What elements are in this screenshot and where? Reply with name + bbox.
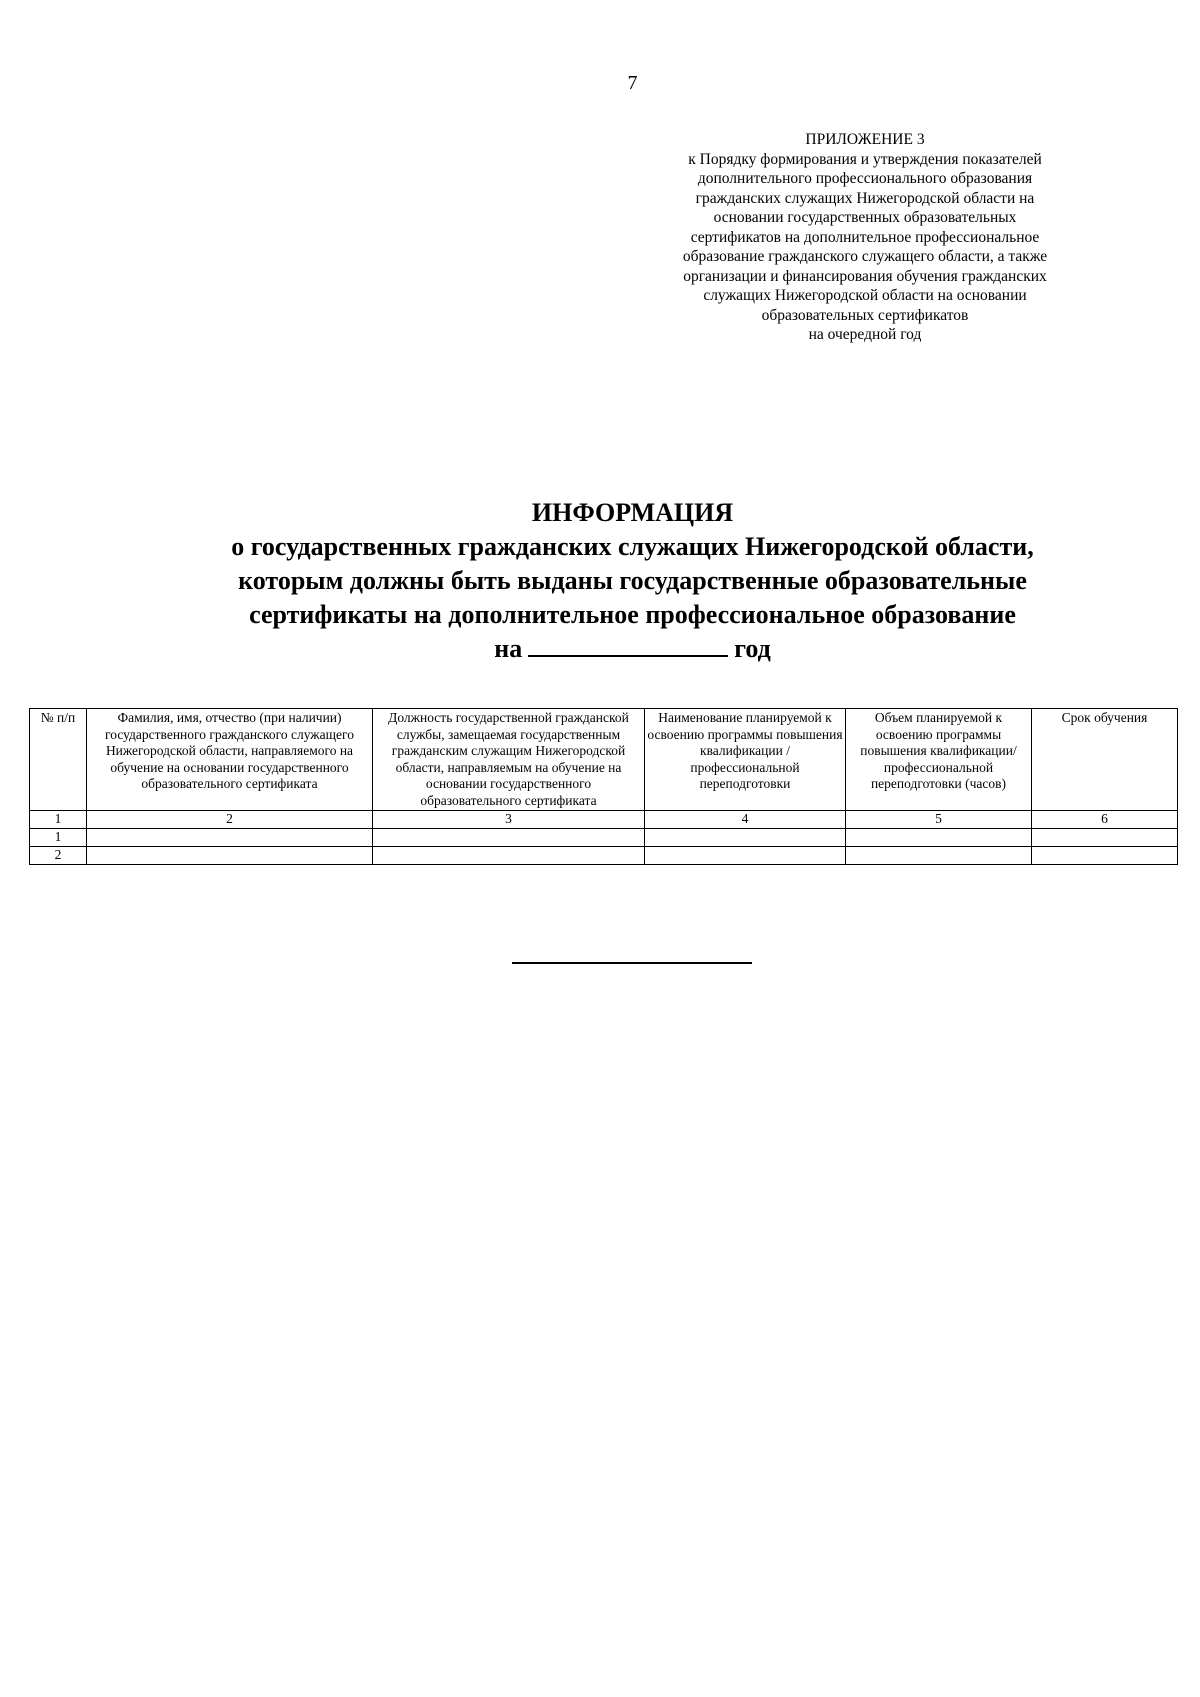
row-number: 1 <box>30 829 87 847</box>
appendix-line: служащих Нижегородской области на основании <box>703 287 1027 304</box>
title-line: о государственных гражданских служащих Нижегородской области, <box>231 532 1034 561</box>
year-suffix: год <box>734 634 771 663</box>
page-number: 7 <box>627 72 638 94</box>
table-cell <box>87 847 373 865</box>
table-cell <box>645 829 846 847</box>
appendix-line: на очередной год <box>808 326 922 343</box>
table-cell <box>87 829 373 847</box>
column-header-program-name: Наименование планируемой к освоению программы повышения квалификации / профессиональной переподготовки <box>645 709 846 811</box>
year-prefix: на <box>494 634 523 663</box>
row-number: 2 <box>30 847 87 865</box>
appendix-line: образовательных сертификатов <box>761 306 969 324</box>
column-number: 6 <box>1032 811 1178 829</box>
appendix-line: дополнительного профессионального образования <box>697 170 1033 187</box>
appendix-line: организации и финансирования обучения гражданских <box>683 267 1047 285</box>
appendix-line: образование гражданского служащего области, а также <box>682 248 1048 265</box>
document-title <box>0 496 1200 666</box>
year-blank-field <box>528 633 728 657</box>
column-header-full-name: Фамилия, имя, отчество (при наличии) государственного гражданского служащего Нижегородской области, направляемого на обучение на основании государственного образовательного сертификата <box>87 709 373 811</box>
column-header-training-period: Срок обучения <box>1032 709 1178 811</box>
table-row <box>30 847 1178 865</box>
table-cell <box>645 847 846 865</box>
table-cell <box>846 829 1032 847</box>
column-number: 3 <box>373 811 645 829</box>
appendix-title: ПРИЛОЖЕНИЕ 3 <box>805 131 925 148</box>
table-cell <box>1032 829 1178 847</box>
appendix-line: гражданских служащих Нижегородской области на <box>695 189 1035 207</box>
title-line: сертификаты на дополнительное профессиональное образование <box>249 600 1016 629</box>
column-header-position: Должность государственной гражданской службы, замещаемая государственным гражданским служащим Нижегородской области, направляемым на обучение на основании государственного образовательного сертификата <box>373 709 645 811</box>
appendix-reference <box>640 130 1090 345</box>
column-number: 2 <box>87 811 373 829</box>
column-number: 5 <box>846 811 1032 829</box>
column-number: 1 <box>30 811 87 829</box>
column-header-program-volume: Объем планируемой к освоению программы повышения квалификации/ профессиональной переподготовки (часов) <box>846 709 1032 811</box>
column-header-number: № п/п <box>30 709 87 811</box>
title-heading: ИНФОРМАЦИЯ <box>531 498 734 527</box>
table-header-row <box>30 709 1178 811</box>
column-number: 4 <box>645 811 846 829</box>
title-year-line <box>0 632 1200 666</box>
civil-servants-table <box>29 708 1178 865</box>
table-row <box>30 829 1178 847</box>
appendix-line: основании государственных образовательных <box>713 209 1017 226</box>
table-cell <box>373 829 645 847</box>
column-numbers-row <box>30 811 1178 829</box>
title-line: которым должны быть выданы государственные образовательные <box>238 566 1027 595</box>
table-cell <box>373 847 645 865</box>
table-cell <box>1032 847 1178 865</box>
appendix-line: сертификатов на дополнительное профессиональное <box>690 228 1040 246</box>
closing-rule-divider <box>512 962 752 964</box>
appendix-line: к Порядку формирования и утверждения показателей <box>688 150 1042 168</box>
table-cell <box>846 847 1032 865</box>
